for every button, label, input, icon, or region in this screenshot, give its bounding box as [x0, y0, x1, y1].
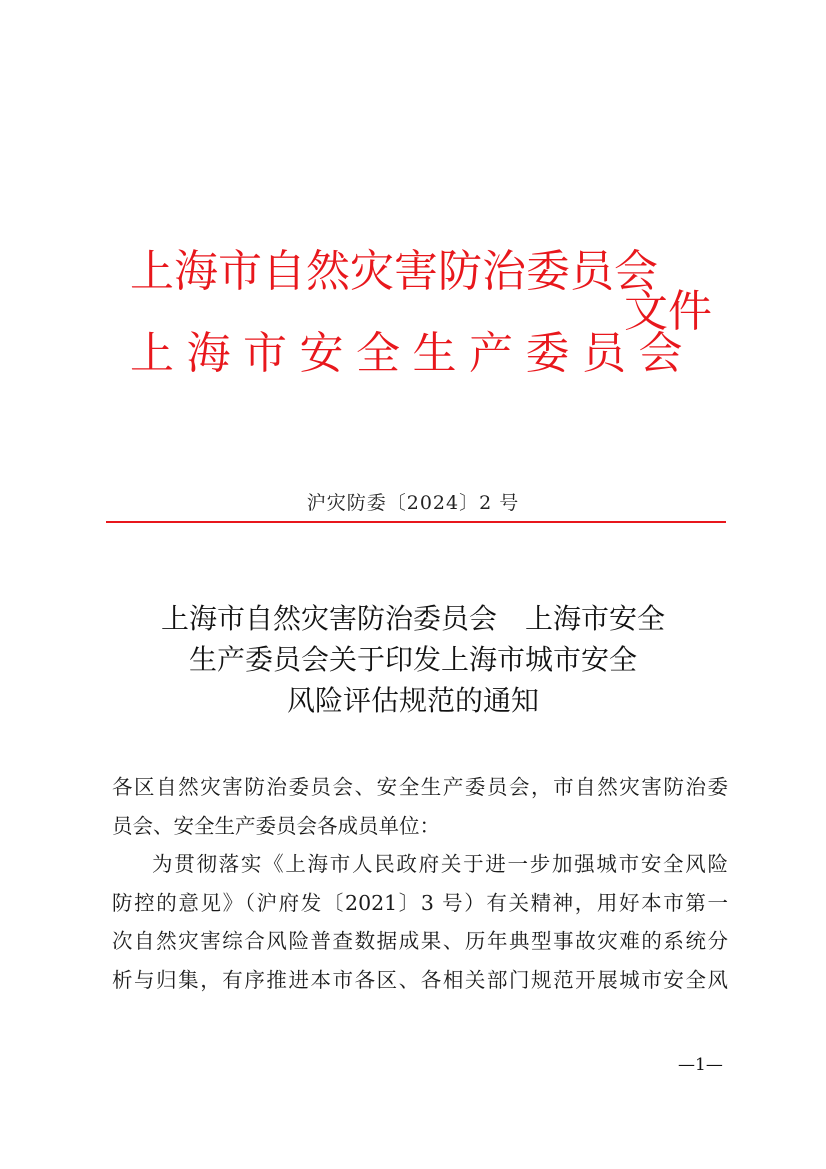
- paragraph-line: 析与归集，有序推进本市各区、各相关部门规范开展城市安全风: [112, 967, 728, 992]
- page-number: —1—: [678, 1055, 723, 1075]
- paragraph-line: 防控的意见》（沪府发〔2021〕3 号）有关精神，用好本市第一: [112, 890, 728, 915]
- title-line: 上海市自然灾害防治委员会 上海市安全: [160, 602, 665, 635]
- issuer-name-2: 上海市安全生产委员会: [130, 328, 695, 379]
- title-line: 生产委员会关于印发上海市城市安全: [188, 643, 637, 676]
- document-type-label: 文件: [624, 286, 712, 337]
- recipients-line: 员会、安全生产委员会各成员单位：: [112, 813, 440, 838]
- document-body: [112, 768, 728, 999]
- red-divider: [106, 521, 726, 523]
- document-title: [0, 598, 826, 721]
- paragraph-line: 为贯彻落实《上海市人民政府关于进一步加强城市安全风险: [152, 852, 728, 876]
- title-line: 风险评估规范的通知: [286, 684, 539, 717]
- paragraph-line: 次自然灾害综合风险普查数据成果、历年典型事故灾难的系统分: [112, 929, 728, 953]
- document-number: 沪灾防委〔2024〕2 号: [306, 492, 520, 514]
- recipients-line: 各区自然灾害防治委员会、安全生产委员会，市自然灾害防治委: [112, 775, 728, 799]
- issuer-name-1: 上海市自然灾害防治委员会: [130, 246, 658, 297]
